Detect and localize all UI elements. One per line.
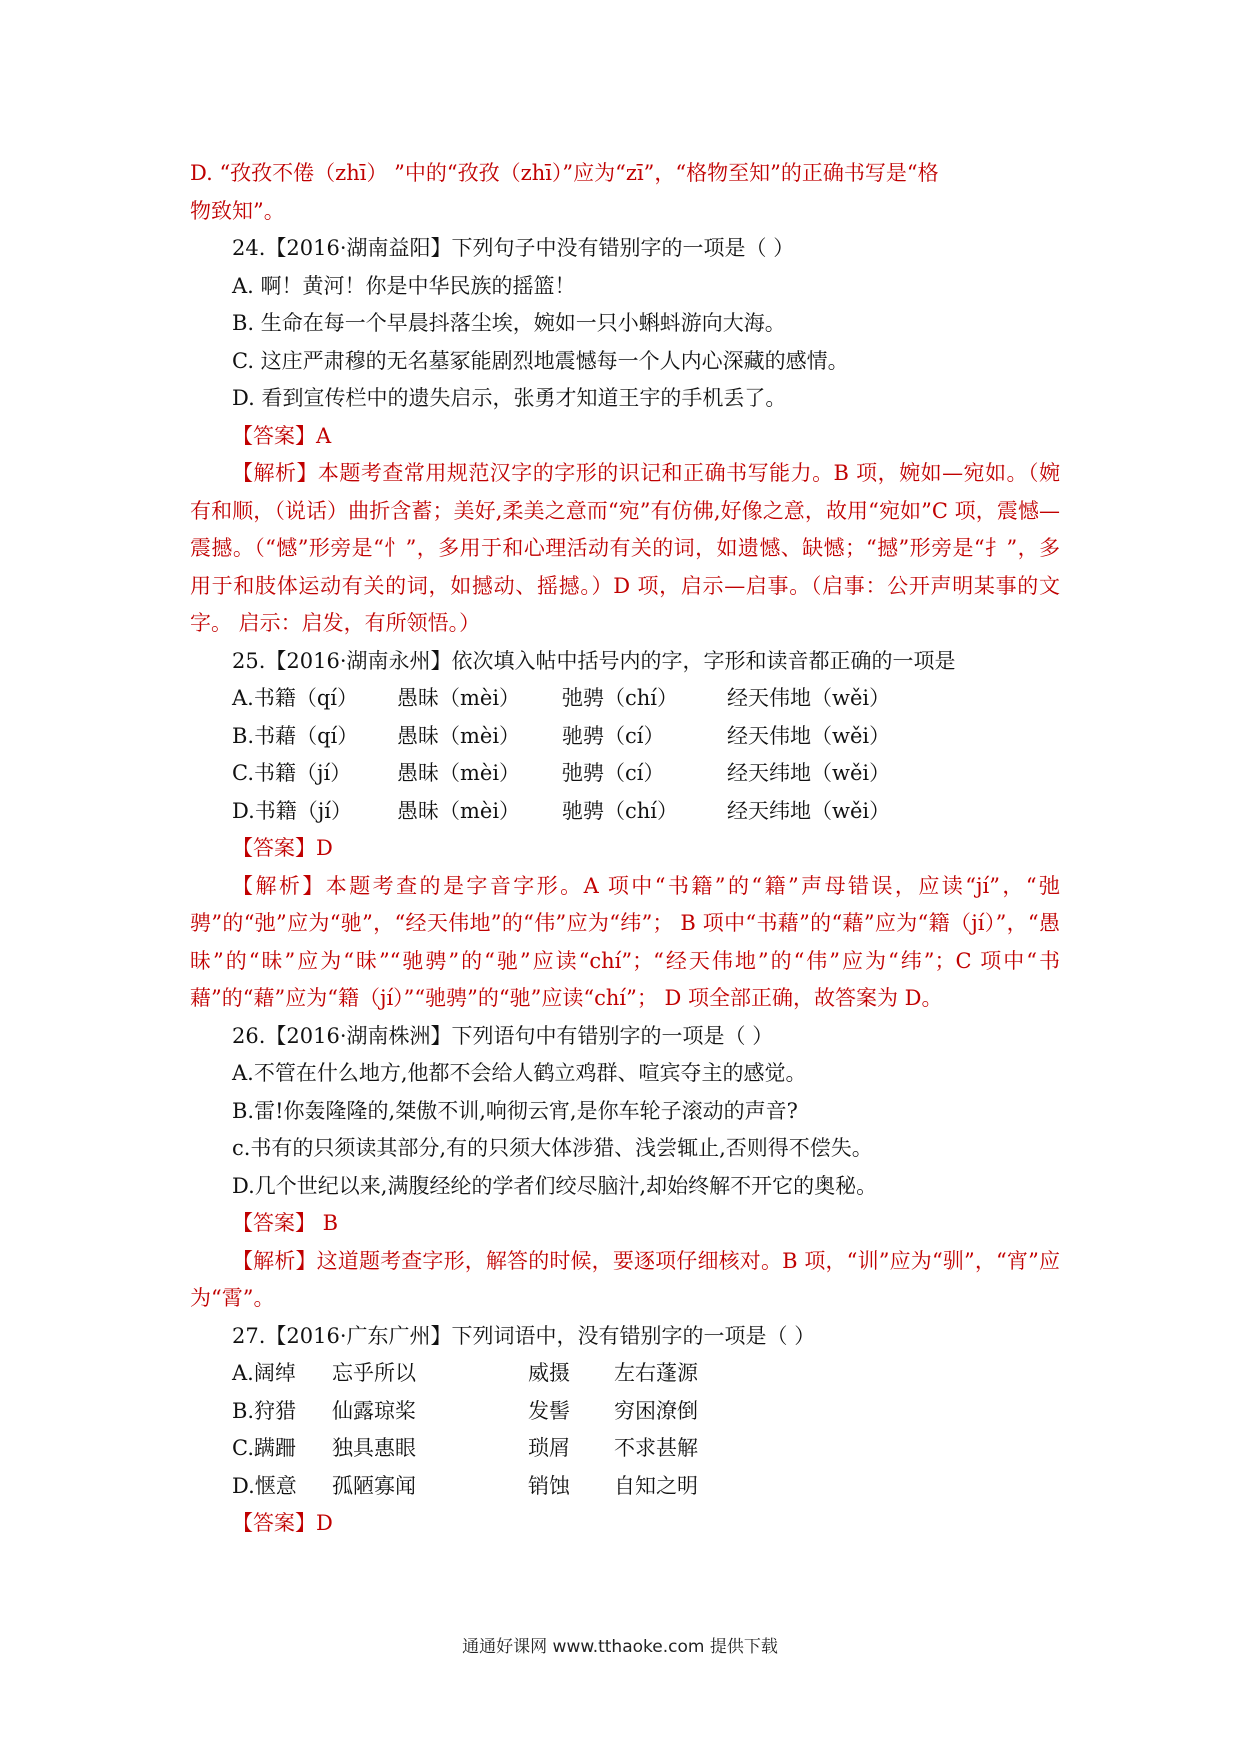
page-content: [190, 155, 1060, 1543]
option-cell: 琐屑: [528, 1436, 570, 1460]
option-cell: 愚昧（mèi）: [397, 761, 521, 785]
answer-25: 【答案】D: [232, 836, 333, 860]
question-24-option-b: B. 生命在每一个早晨抖落尘埃，婉如一只小蝌蚪游向大海。: [232, 311, 786, 335]
question-25-option-c: [190, 755, 1060, 793]
question-25: 25.【2016·湖南永州】依次填入帖中括号内的字，字形和读音都正确的一项是: [232, 648, 956, 673]
question-24: 24.【2016·湖南益阳】下列句子中没有错别字的一项是（ ）: [232, 236, 795, 260]
option-cell: C.书籍（jí）: [232, 761, 352, 785]
option-cell: 愚昧（mèi）: [397, 686, 521, 710]
analysis-24: 【解析】本题考查常用规范汉字的字形的识记和正确书写能力。B 项，婉如—宛如。（婉有和顺，（说话）曲折含蓄；美好,柔美之意而“宛”有仿佛,好像之意，故用“宛如”C 项，震憾—震撼。（“憾”形旁是“忄”，多用于和心理活动有关的词，如遗憾、缺憾；“撼”形旁是“扌”，多用于和肢体运动有关的词，如撼动、摇撼。）D 项，启示—启事。（启事：公开声明某事的文字。 启示：启发，有所领悟。）: [190, 461, 1060, 635]
option-cell: 愚昧（mèi）: [397, 798, 521, 823]
option-cell: 自知之明: [614, 1473, 698, 1498]
answer-27: 【答案】D: [232, 1511, 333, 1535]
page-footer: 通通好课网 www.tthaoke.com 提供下载: [462, 1637, 778, 1657]
option-cell: 独具惠眼: [332, 1436, 416, 1460]
option-cell: 仙露琼桨: [332, 1398, 416, 1423]
option-cell: 销蚀: [528, 1473, 570, 1498]
question-24-option-a: A. 啊！黄河！你是中华民族的摇篮！: [232, 273, 576, 298]
question-26-option-b: B.雷!你轰隆隆的,桀傲不训,响彻云宵,是你车轮子滚动的声音?: [232, 1098, 798, 1123]
question-26-option-a: A.不管在什么地方,他都不会给人鹤立鸡群、喧宾夺主的感觉。: [232, 1061, 807, 1085]
question-24-option-d: D. 看到宣传栏中的遗失启示，张勇才知道王宇的手机丢了。: [232, 386, 787, 410]
option-cell: 孤陋寡闻: [332, 1473, 416, 1498]
option-cell: B.狩猎: [232, 1398, 297, 1423]
option-cell: 左右蓬源: [614, 1361, 698, 1385]
question-27: 27.【2016·广东广州】下列词语中，没有错别字的一项是（ ）: [232, 1323, 816, 1348]
analysis-26: 【解析】这道题考查字形，解答的时候，要逐项仔细核对。B 项，“训”应为“驯”，“宵”应为“霄”。: [190, 1248, 1060, 1310]
question-27-option-d: [190, 1468, 1060, 1506]
question-25-option-b: [190, 718, 1060, 756]
question-26-option-d: D.几个世纪以来,满腹经纶的学者们绞尽脑汁,却始终解不开它的奥秘。: [232, 1173, 878, 1198]
question-26: 26.【2016·湖南株洲】下列语句中有错别字的一项是（ ）: [232, 1023, 774, 1048]
option-cell: 弛骋（cí）: [562, 761, 665, 785]
answer-24: 【答案】A: [232, 423, 332, 448]
option-cell: 驰骋（cí）: [562, 723, 665, 748]
option-cell: 忘乎所以: [332, 1361, 416, 1385]
option-cell: 经天纬地（wěi）: [727, 761, 891, 785]
question-27-option-a: [190, 1355, 1060, 1393]
option-cell: D.惬意: [232, 1473, 297, 1498]
option-cell: 威摄: [528, 1361, 570, 1385]
option-cell: 弛骋（chí）: [562, 686, 679, 710]
option-cell: 穷困潦倒: [614, 1398, 698, 1423]
question-26-option-c: c.书有的只须读其部分,有的只须大体涉猎、浅尝辄止,否则得不偿失。: [232, 1136, 873, 1160]
analysis-25: 【解析】本题考查的是字音字形。A 项中“书籍”的“籍”声母错误，应读“jí”，“弛骋”的“弛”应为“驰”，“经天伟地”的“伟”应为“纬”； B 项中“书藉”的“藉”应为“籍（jí）”，“愚昧”的“昧”应为“昧”“驰骋”的“驰”应读“chí”；“经天伟地”的“伟”应为“纬”；C 项中“书藉”的“藉”应为“籍（jí）”“驰骋”的“驰”应读“chí”； D 项全部正确，故答案为 D。: [190, 873, 1060, 1010]
question-24-option-c: C. 这庄严肃穆的无名墓冢能剧烈地震憾每一个人内心深藏的感情。: [232, 348, 849, 373]
answer-continuation-line: D. “孜孜不倦（zhī） ”中的“孜孜（zhī）”应为“zī”，“格物至知”的正确书写是“格: [190, 161, 939, 185]
option-cell: 不求甚解: [614, 1436, 698, 1460]
option-cell: 发髻: [528, 1398, 570, 1423]
option-cell: D.书籍（jí）: [232, 798, 352, 823]
option-cell: A.阔绰: [232, 1361, 296, 1385]
option-cell: B.书藉（qí）: [232, 723, 359, 748]
question-27-option-b: [190, 1393, 1060, 1431]
option-cell: C.蹒跚: [232, 1436, 296, 1460]
answer-continuation-line: 物致知”。: [190, 198, 285, 223]
option-cell: 经天纬地（wěi）: [727, 798, 891, 823]
question-25-option-d: [190, 793, 1060, 831]
option-cell: 驰骋（chí）: [562, 798, 679, 823]
option-cell: 经天伟地（wěi）: [727, 686, 891, 710]
option-cell: A.书籍（qí）: [232, 686, 358, 710]
question-27-option-c: [190, 1430, 1060, 1468]
question-25-option-a: [190, 680, 1060, 718]
option-cell: 经天伟地（wěi）: [727, 723, 891, 748]
answer-26: 【答案】 B: [232, 1211, 339, 1235]
option-cell: 愚昧（mèi）: [397, 723, 521, 748]
